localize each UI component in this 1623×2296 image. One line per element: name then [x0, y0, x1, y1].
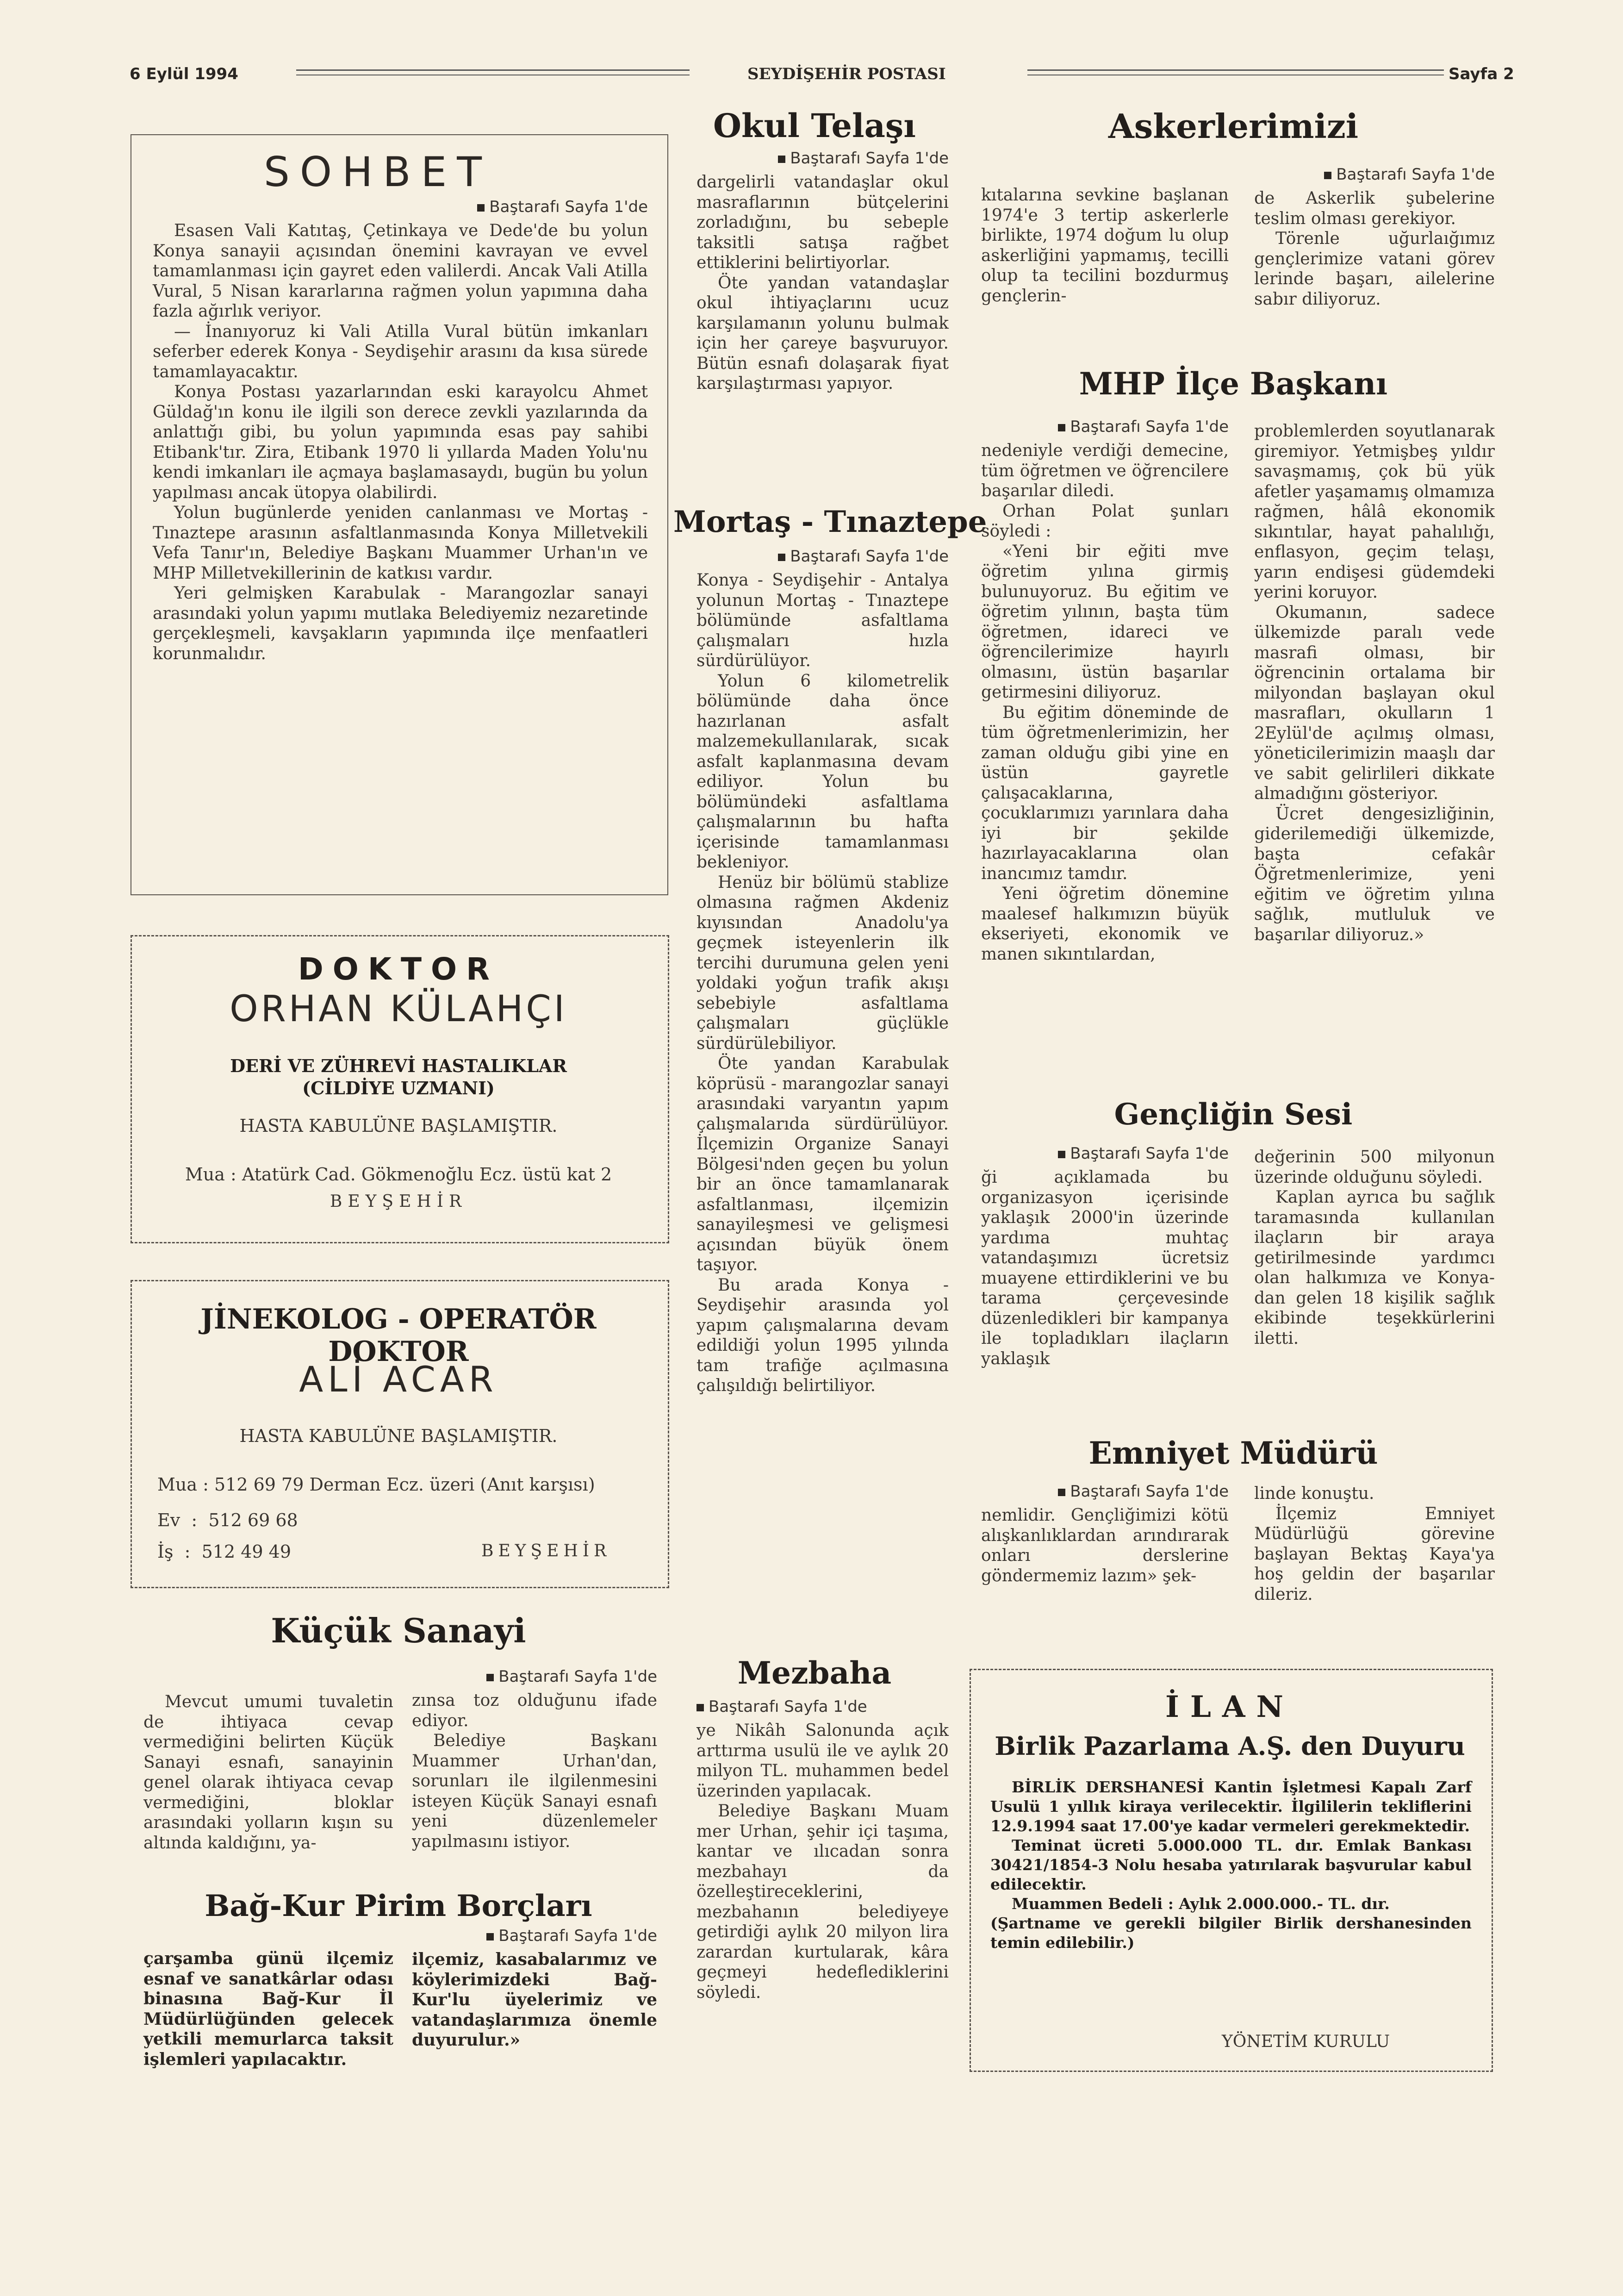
kucuk-sanayi-title: Küçük Sanayi — [271, 1611, 526, 1650]
mhp-paragraph: problemlerden soyutlanarak giremiyor. Yetmişbeş yıldır savaşmamış, çok bü yük afetler yaşamamış olmamıza rağmen, hâlâ ekonomik sıkıntılar, hayat pahalılığı, enflasyon, geçim telaşı, yarın endişesi güdemdeki yerini koruyor. — [1254, 422, 1495, 602]
mezbaha-article — [696, 1697, 949, 2003]
jinekolog-is: İş : 512 49 49 — [157, 1541, 292, 1562]
sohbet-paragraph: Konya Postası yazarlarından eski karayolcu Ahmet Güldağ'ın konu ile ilgili son derece zevkli yazılarında da anlattığı gibi, bu yolun yapımında esas pay sahibi Etibank'tır. Zira, Etibank 1970 li yıllarda Maden Yolu'nu kendi imkanları ile açmaya başlamasaydı, bugün bu yolun yapılması ancak ütopya olabilirdi. — [153, 382, 648, 502]
asker-paragraph: de Askerlik şubelerine teslim olması gerekiyor. — [1254, 189, 1495, 228]
sohbet-lead: Baştarafı Sayfa 1'de — [153, 197, 648, 217]
mhp-paragraph: «Yeni bir eğiti mve öğretim yılına girmiş bulunuyoruz. Bu eğitim ve öğretim yılının, başta tüm öğretmen, idareci ve öğrencilerimize hayırlı olmasını, üstün başarılar getirmesini diliyoruz. — [981, 542, 1229, 702]
square-bullet-icon — [778, 554, 785, 561]
sohbet-article — [153, 197, 648, 664]
jinekolog-name: ALİ ACAR — [299, 1359, 498, 1400]
mortas-article — [696, 546, 949, 1396]
mortas-paragraph: Öte yandan Karabulak köprüsü - marangozlar sanayi arasındaki varyantın yapım çalışmalarıda sürdürülüyor. İlçemizin Organize Sanayi Bölgesi'nden geçen bu yolun bir an önce tamamlanarak asfaltlanması, ilçemizin sanayileşmesi ve gelişmesi açısından büyük önem taşıyor. — [696, 1054, 949, 1274]
emniyet-paragraph: nemlidir. Gençliğimizi kötü alışkanlıklardan arındırarak onları derslerine göndermemiz lazım» şek- — [981, 1506, 1229, 1585]
mortas-paragraph: Konya - Seydişehir - Antalya yolunun Mortaş - Tınaztepe bölümünde asfaltlama çalışmaları hızla sürdürülüyor. — [696, 571, 949, 670]
okul-title: Okul Telaşı — [713, 106, 916, 145]
mhp-lead: Baştarafı Sayfa 1'de — [981, 417, 1229, 437]
bagkur-col2 — [412, 1926, 657, 2051]
ilan-title: Birlik Pazarlama A.Ş. den Duyuru — [995, 1731, 1465, 1761]
emniyet-col2 — [1254, 1484, 1495, 1604]
genclik-lead: Baştarafı Sayfa 1'de — [981, 1143, 1229, 1164]
square-bullet-icon — [778, 156, 785, 163]
ilan-paragraph: Teminat ücreti 5.000.000 TL. dır. Emlak Bankası 30421/1854-3 Nolu hesaba yatırılarak başvurular kabul edilecektir. — [990, 1836, 1472, 1893]
genclik-paragraph: değerinin 500 milyonun üzerinde olduğunu söyledi. — [1254, 1148, 1495, 1187]
asker-paragraph: Törenle uğurlaığımız gençlerimize vatani görev lerinde başarı, ailelerine sabır diliyoruz. — [1254, 229, 1495, 309]
sohbet-title: SOHBET — [264, 148, 492, 196]
square-bullet-icon — [1058, 1151, 1065, 1158]
mhp-paragraph: Orhan Polat şunları söyledi : — [981, 501, 1229, 541]
square-bullet-icon — [1324, 172, 1331, 179]
ilan-signature: YÖNETİM KURULU — [1222, 2032, 1390, 2051]
doktor-kicker: DOKTOR — [298, 951, 499, 987]
issue-date: 6 Eylül 1994 — [130, 65, 238, 83]
asker-paragraph: kıtalarına sevkine başlanan 1974'e 3 tertip askerlerle birlikte, 1974 doğum lu olup askerliğini yapmamış, tecilli olup ta tecilini bozdurmuş gençlerin- — [981, 186, 1229, 306]
square-bullet-icon — [477, 204, 485, 212]
mezbaha-title: Mezbaha — [737, 1655, 892, 1691]
emniyet-col1 — [981, 1481, 1229, 1586]
emniyet-lead: Baştarafı Sayfa 1'de — [981, 1481, 1229, 1502]
mezbaha-paragraph: Belediye Başkanı Muam mer Urhan, şehir içi taşıma, kantar ve ılıcadan sonra mezbahayı da özelleştireceklerini, mezbahanın belediyeye getirdiği aylık 20 milyon lira zarardan kurtularak, kâra geçmeyi hedeflediklerini söyledi. — [696, 1802, 949, 2002]
mhp-paragraph: Okumanın, sadece ülkemizde paralı vede masrafi olması, bir öğrencinin ortalama bir milyondan başlayan okul masrafları, okulların 1 2Eylül'de açılmış olması, yöneticilerimizin maaşlı dar ve sabit gelirlileri dikkate almadığını gösteriyor. — [1254, 603, 1495, 803]
mortas-paragraph: Bu arada Konya - Seydişehir arasında yol yapım çalışmalarına devam edildiği yolun 1995 yılında tam trafiğe açılmasına çalışıldığı belirtiliyor. — [696, 1275, 949, 1395]
okul-paragraph: dargelirli vatandaşlar okul masraflarının bütçelerini zorladığını, bu sebeple taksitli satışa rağbet ettiklerini belirtiyorlar. — [696, 173, 949, 272]
doktor-specialty-sub: (CİLDİYE UZMANI) — [302, 1078, 495, 1098]
square-bullet-icon — [1058, 424, 1065, 431]
asker-col2 — [1254, 164, 1495, 309]
square-bullet-icon — [696, 1704, 704, 1711]
sohbet-paragraph: Yeri gelmişken Karabulak - Marangozlar sanayi arasındaki yolun yapımı mutlaka Belediyemiz nezaretinde gerçekleşmeli, kavşakların yapımında ilçe menfaatleri korunmalıdır. — [153, 584, 648, 663]
mezbaha-lead: Baştarafı Sayfa 1'de — [696, 1697, 949, 1717]
ilan-paragraph: Muammen Bedeli : Aylık 2.000.000.- TL. dır. — [1012, 1895, 1390, 1913]
mhp-paragraph: Bu eğitim döneminde de tüm öğretmenlerimizin, her zaman olduğu gibi yine en üstün gayretle çalışacaklarına, çocuklarımızı yarınlara daha iyi bir şekilde hazırlayacaklarına olan inancımız tamdır. — [981, 703, 1229, 883]
sohbet-paragraph: Yolun bugünlerde yeniden canlanması ve Mortaş - Tınaztepe arasının asfaltlanmasında Konya Milletvekili Vefa Tanır'ın, Belediye Başkanı Muammer Urhan'ın ve MHP Milletvekillerinin de katkısı vardır. — [153, 503, 648, 583]
asker-lead: Baştarafı Sayfa 1'de — [1254, 164, 1495, 185]
bagkur-paragraph: çarşamba günü ilçemiz esnaf ve sanatkârlar odası binasına Bağ-Kur İl Müdürlüğünden gelecek yetkili memurlarca taksit işlemleri yapılacaktır. — [143, 1949, 393, 2069]
kucuk-sanayi-paragraph: Mevcut umumi tuvaletin de ihtiyaca cevap vermediğini belirten Küçük Sanayi esnafı, sanayinin genel olarak ihtiyaca cevap vermediğini, bloklar arasındaki yolların kışın su altında kaldığını, ya- — [143, 1692, 393, 1853]
ilan-paragraph: (Şartname ve gerekli bilgiler Birlik dershanesinden temin edilebilir.) — [990, 1914, 1472, 1952]
bagkur-lead: Baştarafı Sayfa 1'de — [412, 1926, 657, 1946]
okul-lead: Baştarafı Sayfa 1'de — [696, 148, 949, 168]
kucuk-sanayi-lead: Baştarafı Sayfa 1'de — [412, 1666, 657, 1687]
jinekolog-ev: Ev : 512 69 68 — [157, 1510, 298, 1530]
mhp-paragraph: nedeniyle verdiği demecine, tüm öğretmen ve öğrencilere başarılar diledi. — [981, 441, 1229, 500]
mhp-title: MHP İlçe Başkanı — [1079, 366, 1388, 402]
jinekolog-mua: Mua : 512 69 79 Derman Ecz. üzeri (Anıt karşısı) — [157, 1474, 595, 1495]
genclik-paragraph: Kaplan ayrıca bu sağlık taramasında kullanılan ilaçların bir araya getirilmesinde yardımcı olan halkımıza ve Konya-dan gelen 18 kişilik sağlık ekibinde teşekkürlerini iletti. — [1254, 1188, 1495, 1348]
mortas-lead: Baştarafı Sayfa 1'de — [696, 546, 949, 567]
kucuk-sanayi-col2 — [412, 1666, 657, 1852]
doktor-name: ORHAN KÜLAHÇI — [230, 988, 567, 1030]
okul-paragraph: Öte yandan vatandaşlar okul ihtiyaçlarını ucuz karşılamanın yolunu bulmak için her çareye başvuruyor. Bütün esnafı dolaşarak fiyat karşılaştırması yapıyor. — [696, 273, 949, 393]
bagkur-col1 — [143, 1949, 393, 2070]
mortas-paragraph: Yolun 6 kilometrelik bölümünde daha önce hazırlanan asfalt malzemekullanılarak, sıcak asfalt kaplanmasına devam ediliyor. Yolun bu bölümündeki asfaltlama çalışmalarının bu hafta içerisinde tamamlanması bekleniyor. — [696, 671, 949, 872]
mezbaha-paragraph: ye Nikâh Salonunda açık arttırma usulü ile ve aylık 20 milyon TL. muhammen bedel üzerinden yapılacak. — [696, 1721, 949, 1801]
sohbet-paragraph: — İnanıyoruz ki Vali Atilla Vural bütün imkanları seferber ederek Konya - Seydişehir arasını da kısa sürede tamamlayacaktır. — [153, 322, 648, 381]
kucuk-sanayi-paragraph: Belediye Başkanı Muammer Urhan'dan, sorunları ile ilgilenmesini isteyen Küçük Sanayi esnafı yeni düzenlemeler yapılmasını istiyor. — [412, 1731, 657, 1851]
mhp-col1 — [981, 417, 1229, 964]
kucuk-sanayi-col1 — [143, 1692, 393, 1853]
ilan-kicker: İLAN — [1165, 1690, 1295, 1724]
ilan-paragraph: BİRLİK DERSHANESİ Kantin İşletmesi Kapalı Zarf Usulü 1 yıllık kiraya verilecektir. İlgililerin tekliflerini 12.9.1994 saat 17.00'ye kadar vermeleri gerekmektedir. — [990, 1778, 1472, 1835]
genclik-paragraph: ği açıklamada bu organizasyon içerisinde yaklaşık 2000'in üzerinde yardıma muhtaç vatandaşımızı ücretsiz muayene ettirdiklerini ve bu tarama çerçevesinde düzenledikleri bir kampanya ile topladıkları ilaçların yaklaşık — [981, 1168, 1229, 1368]
mhp-paragraph: Yeni öğretim dönemine maalesef halkımızın büyük ekseriyeti, ekonomik ve manen sıkıntılardan, — [981, 884, 1229, 964]
page-number: Sayfa 2 — [1449, 65, 1514, 83]
square-bullet-icon — [486, 1933, 494, 1940]
newspaper-name: SEYDİŞEHİR POSTASI — [747, 65, 946, 83]
jinekolog-kicker: JİNEKOLOG - OPERATÖR DOKTOR — [200, 1303, 597, 1368]
jinekolog-notice: HASTA KABULÜNE BAŞLAMIŞTIR. — [239, 1426, 558, 1446]
mhp-col2 — [1254, 421, 1495, 945]
square-bullet-icon — [486, 1674, 494, 1681]
bagkur-paragraph: ilçemiz, kasabalarımız ve köylerimizdeki Bağ-Kur'lu üyelerimiz ve vatandaşlarımıza önemle duyurulur.» — [412, 1950, 657, 2050]
square-bullet-icon — [1058, 1489, 1065, 1496]
ilan-body — [990, 1778, 1472, 1953]
genclik-col2 — [1254, 1147, 1495, 1348]
asker-title: Askerlerimizi — [1108, 106, 1359, 146]
doktor-city: BEYŞEHİR — [330, 1192, 467, 1211]
emniyet-paragraph: İlçemiz Emniyet Müdürlüğü görevine başlayan Bektaş Kaya'ya hoş geldin der başarılar dileriz. — [1254, 1504, 1495, 1604]
doktor-notice: HASTA KABULÜNE BAŞLAMIŞTIR. — [239, 1116, 558, 1136]
doktor-address: Mua : Atatürk Cad. Gökmenoğlu Ecz. üstü kat 2 — [185, 1164, 612, 1185]
okul-article — [696, 148, 949, 394]
mortas-title: Mortaş - Tınaztepe — [673, 505, 987, 539]
sohbet-paragraph: Esasen Vali Katıtaş, Çetinkaya ve Dede'de bu yolun Konya sanayii açısından önemini kavrayan ve evvel tamamlanması için gayret eden valilerdi. Ancak Vali Atilla Vural, 5 Nisan kararlarına rağmen yolun yapımına daha fazla ağırlık veriyor. — [153, 221, 648, 321]
genclik-col1 — [981, 1143, 1229, 1369]
jinekolog-city: BEYŞEHİR — [481, 1541, 611, 1560]
mortas-paragraph: Henüz bir bölümü stablize olmasına rağmen Akdeniz kıyısından Anadolu'ya geçmek isteyenlerin ilk tercihi durumuna gelen yeni yoldaki yoğun trafik akışı sebebiyle asfaltlama çalışmaları güçlükle sürdürülebiliyor. — [696, 873, 949, 1053]
bagkur-title: Bağ-Kur Pirim Borçları — [205, 1889, 592, 1923]
mhp-paragraph: Ücret dengesizliğinin, giderilemediği ülkemizde, başta cefakâr Öğretmenlerimize, yeni eğitim ve öğretim yılına sağlık, mutluluk ve başarılar diliyoruz.» — [1254, 804, 1495, 944]
header-rule-left — [296, 69, 690, 75]
genclik-title: Gençliğin Sesi — [1114, 1097, 1353, 1132]
emniyet-paragraph: linde konuştu. — [1254, 1484, 1374, 1503]
header-rule-right — [1027, 69, 1444, 75]
emniyet-title: Emniyet Müdürü — [1088, 1435, 1378, 1471]
kucuk-sanayi-paragraph: zınsa toz olduğunu ifade ediyor. — [412, 1691, 657, 1730]
asker-col1 — [981, 185, 1229, 306]
doktor-specialty: DERİ VE ZÜHREVİ HASTALIKLAR — [230, 1055, 567, 1076]
